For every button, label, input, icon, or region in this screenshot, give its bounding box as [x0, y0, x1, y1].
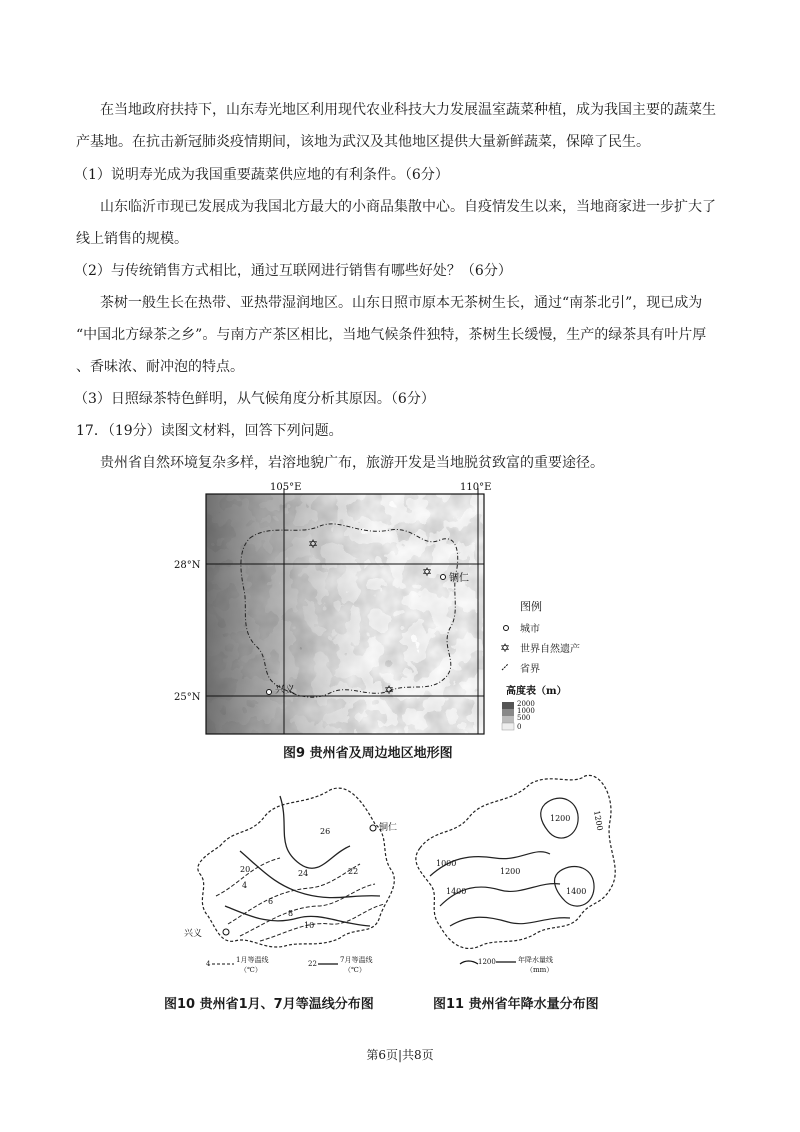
isotherm-label: 4	[242, 881, 248, 890]
isohyet-label: 1200	[550, 814, 571, 823]
paragraph-line: 贵州省自然环境复杂多样，岩溶地貌广布，旅游开发是当地脱贫致富的重要途径。	[100, 455, 604, 471]
legend-jul-unit: （℃）	[344, 966, 366, 974]
legend-jan-unit: （℃）	[240, 966, 262, 974]
legend-value: 1200	[478, 958, 496, 966]
legend-unit: （mm）	[526, 966, 554, 974]
city-icon	[441, 575, 446, 580]
legend-isohyet-line	[460, 961, 478, 964]
elevation-swatch	[502, 709, 514, 716]
elevation-swatch	[502, 716, 514, 723]
question-2: （2）与传统销售方式相比，通过互联网进行销售有哪些好处？（6分）	[74, 263, 512, 279]
elevation-level: 1000	[517, 707, 535, 715]
isohyet-label: 1000	[436, 859, 457, 868]
figure11-precipitation-map	[400, 766, 630, 986]
question-3: （3）日照绿茶特色鲜明，从气候角度分析其原因。（6分）	[74, 391, 435, 407]
figure11-caption: 图11 贵州省年降水量分布图	[433, 997, 599, 1012]
heritage-site-icon: ✡	[422, 565, 433, 579]
isotherm-label: 26	[320, 827, 331, 836]
figure9-caption: 图9 贵州省及周边地区地形图	[283, 746, 453, 761]
paragraph-line: 产基地。在抗击新冠肺炎疫情期间，该地为武汉及其他地区提供大量新鲜蔬菜，保障了民生。	[76, 134, 650, 150]
legend-title: 图例	[520, 600, 542, 613]
city-label-xingyi: 兴义	[184, 929, 203, 939]
lon-label-105: 105°E	[270, 482, 302, 493]
figure9-svg	[160, 478, 640, 768]
isotherm-label: 22	[348, 867, 359, 876]
legend-item-city: 城市	[520, 624, 540, 635]
isohyet-label: 1400	[566, 887, 587, 896]
question-1: （1）说明寿光成为我国重要蔬菜供应地的有利条件。（6分）	[74, 167, 449, 183]
isohyet-label: 1400	[446, 887, 467, 896]
elevation-title: 高度表（m）	[506, 686, 567, 697]
elevation-level: 0	[517, 723, 522, 731]
isotherm-label: 10	[304, 921, 315, 930]
paragraph-line: 、香味浓、耐冲泡的特点。	[76, 359, 244, 375]
elevation-level: 2000	[517, 700, 535, 708]
elevation-swatch	[502, 702, 514, 709]
lat-label-28: 28°N	[174, 560, 201, 571]
legend-jan-label: 1月等温线	[236, 956, 269, 964]
figure11-svg	[400, 766, 630, 986]
city-icon	[223, 929, 229, 935]
elevation-swatch	[502, 723, 514, 730]
city-icon	[370, 825, 376, 831]
legend-jul-value: 22	[308, 960, 317, 968]
city-label-xingyi: 兴义	[275, 685, 295, 696]
province-outline	[198, 788, 394, 947]
isotherm-label: 8	[288, 909, 294, 918]
boundary-icon	[502, 664, 508, 670]
city-icon	[267, 690, 272, 695]
city-icon	[504, 626, 509, 631]
legend-jan-value: 4	[206, 960, 211, 968]
legend-jul-label: 7月等温线	[340, 956, 373, 964]
lon-label-110: 110°E	[460, 482, 492, 493]
heritage-site-icon: ✡	[308, 537, 319, 551]
isotherm-label: 20	[240, 865, 251, 874]
legend-item-boundary: 省界	[520, 664, 540, 675]
paragraph-line: “中国北方绿茶之乡”。与南方产茶区相比，当地气候条件独特，茶树生长缓慢，生产的绿茶具有叶片厚	[76, 327, 707, 343]
legend-label: 年降水量线	[518, 956, 553, 964]
isotherm-label: 6	[268, 897, 274, 906]
figure10-svg	[180, 776, 410, 986]
city-label-tongren: 铜仁	[449, 573, 469, 584]
figure10-isotherm-map	[180, 776, 410, 986]
page-footer: 第6页|共8页	[366, 1048, 434, 1062]
isohyet-label: 1200	[500, 867, 521, 876]
isohyet-label: 1200	[592, 809, 605, 832]
question-17-heading: 17．（19分）读图文材料，回答下列问题。	[76, 423, 343, 439]
legend-item-heritage: 世界自然遗产	[520, 644, 580, 655]
city-label-tongren: 铜仁	[379, 823, 398, 833]
paragraph-line: 茶树一般生长在热带、亚热带湿润地区。山东日照市原本无茶树生长，通过“南茶北引”，现已成为	[100, 295, 703, 311]
heritage-site-icon: ✡	[384, 683, 395, 697]
paragraph-line: 在当地政府扶持下，山东寿光地区利用现代农业科技大力发展温室蔬菜种植，成为我国主要的蔬菜生	[100, 102, 716, 118]
isotherm-label: 24	[298, 869, 309, 878]
elevation-level: 500	[517, 714, 531, 722]
lat-label-25: 25°N	[174, 692, 201, 703]
figure9-terrain-map	[160, 478, 640, 768]
heritage-site-icon: ✡	[500, 641, 511, 655]
figure10-caption: 图10 贵州省1月、7月等温线分布图	[164, 997, 374, 1012]
paragraph-line: 山东临沂市现已发展成为我国北方最大的小商品集散中心。自疫情发生以来，当地商家进一步扩大了	[100, 199, 716, 215]
paragraph-line: 线上销售的规模。	[76, 231, 188, 247]
